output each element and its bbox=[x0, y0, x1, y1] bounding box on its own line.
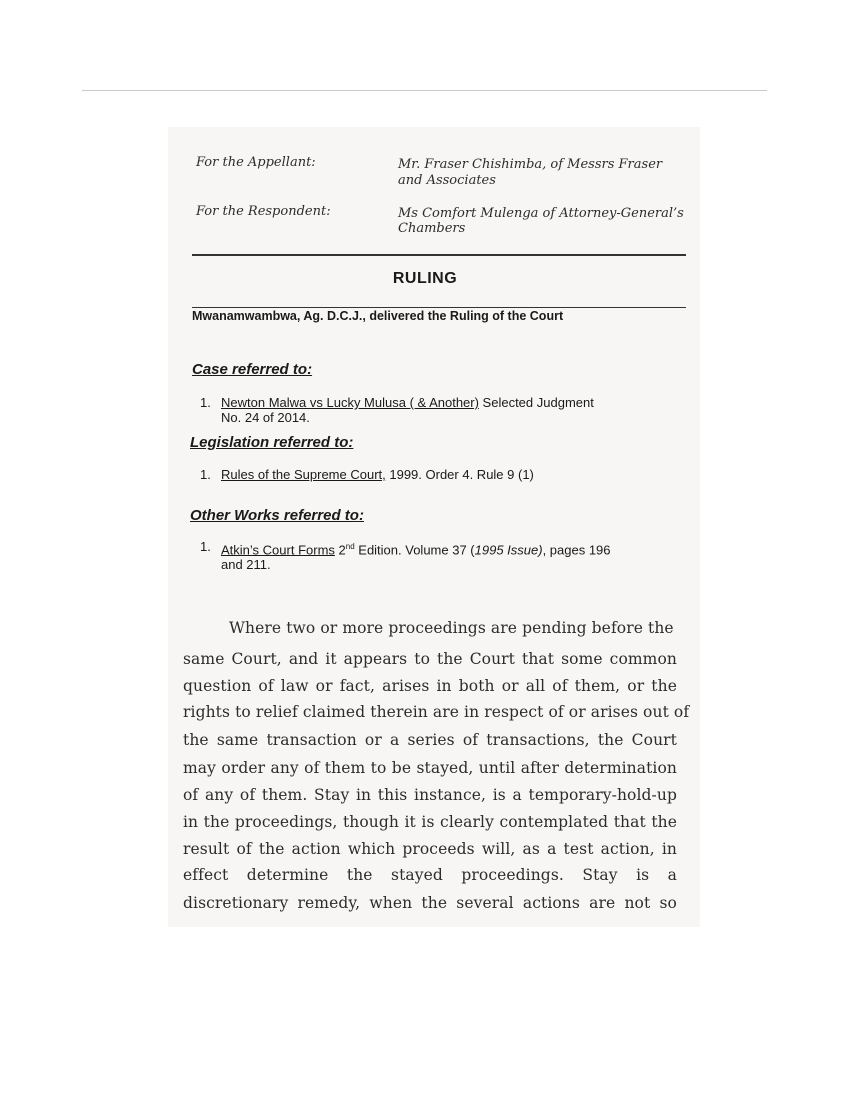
other-works-heading-text: Other Works referred to bbox=[190, 507, 359, 524]
legislation-item-body bbox=[221, 467, 691, 482]
other-works-heading-colon: : bbox=[358, 507, 364, 524]
paragraph-line: result of the action which proceeds will, as a test action, in bbox=[183, 840, 677, 858]
legislation-heading-text: Legislation referred to bbox=[190, 434, 349, 451]
delivered-by: Mwanamwambwa, Ag. D.C.J., delivered the Ruling of the Court bbox=[192, 309, 564, 323]
appellant-counsel-line2: and Associates bbox=[398, 173, 496, 188]
other-works-issue: 1995 Issue) bbox=[474, 542, 543, 558]
other-works-rest: , pages 196 bbox=[542, 542, 611, 558]
paragraph-line: the same transaction or a series of transactions, the Court bbox=[183, 731, 677, 749]
cases-heading bbox=[192, 361, 312, 378]
cases-heading-text: Case referred to bbox=[192, 361, 308, 378]
other-works-line2: and 211. bbox=[221, 557, 271, 573]
page-header-rule bbox=[82, 90, 767, 91]
case-citation-line2: No. 24 of 2014. bbox=[221, 410, 310, 425]
title-divider bbox=[192, 307, 686, 308]
paragraph-line: Where two or more proceedings are pending before the bbox=[229, 619, 674, 637]
other-works-mid: Edition. Volume 37 ( bbox=[354, 542, 475, 558]
case-citation-link[interactable]: Newton Malwa vs Lucky Mulusa ( & Another) bbox=[221, 395, 479, 410]
paragraph-line: same Court, and it appears to the Court that some common bbox=[183, 650, 677, 668]
other-works-link[interactable]: Atkin’s Court Forms bbox=[221, 542, 335, 558]
appellant-counsel-line1: Mr. Fraser Chishimba, of Messrs Fraser bbox=[398, 157, 663, 172]
other-works-item-body bbox=[221, 539, 691, 572]
other-works-edition-suffix: nd bbox=[345, 542, 355, 551]
paragraph-line: in the proceedings, though it is clearly contemplated that the bbox=[183, 813, 677, 831]
paragraph-line: question of law or fact, arises in both or all of them, or the bbox=[183, 677, 677, 695]
other-works-heading bbox=[190, 507, 364, 524]
paragraph-line: effect determine the stayed proceedings. Stay is a bbox=[183, 866, 677, 884]
case-item-body bbox=[221, 395, 691, 425]
ruling-title: RULING bbox=[392, 270, 458, 287]
appellant-label: For the Appellant: bbox=[196, 155, 316, 170]
scanned-page bbox=[168, 127, 700, 927]
paragraph-line: discretionary remedy, when the several actions are not so bbox=[183, 894, 677, 912]
legislation-item-number: 1. bbox=[200, 467, 211, 482]
legislation-heading-colon: : bbox=[348, 434, 354, 451]
paragraph-line: of any of them. Stay in this instance, is a temporary-hold-up bbox=[183, 786, 677, 804]
other-works-item-number: 1. bbox=[200, 539, 211, 554]
respondent-label: For the Respondent: bbox=[196, 204, 331, 219]
respondent-counsel-line1: Ms Comfort Mulenga of Attorney-General’s bbox=[398, 206, 684, 221]
parties-divider bbox=[192, 254, 686, 256]
cases-heading-colon: : bbox=[307, 361, 313, 378]
legislation-rest: 1999. Order 4. Rule 9 (1) bbox=[385, 467, 534, 482]
legislation-heading bbox=[190, 434, 353, 451]
respondent-counsel-line2: Chambers bbox=[398, 221, 466, 236]
paragraph-line: may order any of them to be stayed, until after determination bbox=[183, 759, 677, 777]
other-works-edition-number: 2 bbox=[334, 542, 346, 558]
paragraph-line: rights to relief claimed therein are in respect of or arises out of bbox=[183, 703, 690, 721]
case-citation-rest: Selected Judgment bbox=[478, 395, 594, 410]
case-item-number: 1. bbox=[200, 395, 211, 410]
legislation-link[interactable]: Rules of the Supreme Court, bbox=[221, 467, 386, 482]
